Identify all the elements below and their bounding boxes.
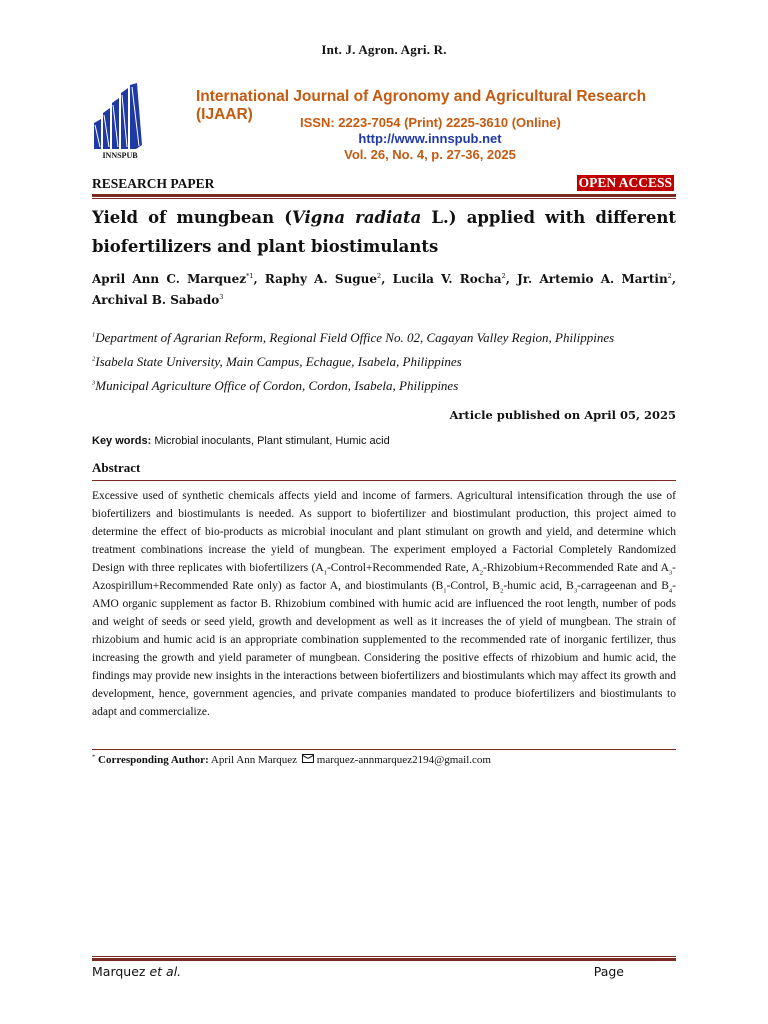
abstract-body: Excessive used of synthetic chemicals affects yield and income of farmers. Agricultural intensification through the use of biofertilizers and biostimulants is needed. As support to biofertilizer and biostimulant production, this project aimed to determine the effect of bio-products as microbial inoculant and plant stimulant on growth and yield, and determine which treatment combinations increase the yield of mungbean. The experiment employed a Factorial Completely Randomized Design with three replicates with biofertilizers ($A_1-Control+Recommended$ Rate, $A_2-Rhizobium+Recommended$ Rate and $A_3-Azospirillum+Recommended$ Rate only) as factor A, and biostimulants ($B_1$-Control, $B_2$-humic acid, $B_3$-carrageenan and $B_4$-AMO organic supplement as factor B. Rhizobium combined with humic acid are influenced the root length, number of pods and weight of seeds or seed yield, growth and development as well as it increases the of yield of mungbean. The strain of rhizobium and humic acid is an appropriate combination supplemented to the recommended rate of inorganic fertilizer, thus increasing the growth and yield parameter of mungbean. Considering the positive effects of rhizobium and humic acid, the findings may provide new insights in the interactions between biofertilizers and biostimulants which may affect its growth and development, hence, government agencies, and private companies mandated to produce biofertilizers and biostimulants to adapt and commercialize. bbox=[92, 490, 676, 718]
open-access-badge: OPEN ACCESS bbox=[578, 175, 672, 190]
header-rule bbox=[92, 194, 676, 197]
title-part-1: Yield of mungbean ( bbox=[92, 208, 293, 227]
issn: ISSN: 2223-7054 (Print) 2225-3610 (Online) bbox=[300, 115, 561, 130]
keywords-text: Microbial inoculants, Plant stimulant, Humic acid bbox=[154, 435, 390, 447]
paper-type-row bbox=[92, 176, 676, 194]
keywords bbox=[92, 435, 676, 447]
corresponding-author: * Corresponding Author: April Ann Marquez marquez-annmarquez2194@gmail.com bbox=[92, 753, 491, 766]
innspub-logo-text: INNSPUB bbox=[102, 151, 138, 160]
footer-rule bbox=[92, 958, 676, 961]
footer-rule-thin bbox=[92, 956, 676, 957]
footer-page: Page bbox=[593, 964, 624, 979]
journal-url[interactable]: http://www.innspub.net bbox=[358, 131, 502, 146]
affiliation-3: $^3$Municipal Agriculture Office of Cordon, Cordon, Isabela, Philippines bbox=[92, 378, 459, 393]
author-name: April Ann C. Marquez bbox=[92, 272, 247, 286]
author-name: Archival B. Sabado bbox=[92, 293, 220, 307]
author-mark: 2 bbox=[667, 272, 672, 280]
journal-title: International Journal of Agronomy and Agricultural Research (IJAAR) bbox=[196, 88, 647, 123]
title-part-2: L.) applied with different biofertilizers and plant biostimulants bbox=[92, 208, 676, 256]
journal-short-title: Int. J. Agron. Agri. R. bbox=[321, 42, 447, 57]
innspub-logo-icon bbox=[92, 83, 152, 161]
corresponding-name: April Ann Marquez bbox=[210, 754, 298, 766]
author-mark: 2 bbox=[501, 272, 506, 280]
author-mark: *1 bbox=[246, 272, 254, 280]
innspub-logo bbox=[92, 83, 152, 161]
volume-info: Vol. 26, No. 4, p. 27-36, 2025 bbox=[344, 147, 516, 162]
abstract-heading: Abstract bbox=[92, 460, 141, 475]
abstract-bottom-rule bbox=[92, 749, 676, 750]
journal-info bbox=[300, 115, 560, 163]
author-name: Raphy A. Sugue bbox=[264, 272, 378, 286]
author-list: April Ann C. Marquez$^{*1}$, Raphy A. Sugue$^2$, Lucila V. Rocha$^2$, Jr. Artemio A. Martin$^2$, Archival B. Sabado$^3$ bbox=[92, 272, 676, 307]
mail-icon bbox=[302, 754, 314, 763]
corresponding-email[interactable]: marquez-annmarquez2194@gmail.com bbox=[316, 754, 491, 766]
corresponding-label: Corresponding Author: bbox=[98, 754, 209, 766]
abstract-top-rule bbox=[92, 480, 676, 481]
affiliation-2: $^2$Isabela State University, Main Campus, Echague, Isabela, Philippines bbox=[92, 354, 462, 369]
author-mark: 3 bbox=[219, 293, 224, 301]
paper-title bbox=[92, 203, 676, 261]
author-name: Lucila V. Rocha bbox=[392, 272, 502, 286]
publication-date: Article published on April 05, 2025 bbox=[449, 408, 676, 422]
paper-type: RESEARCH PAPER bbox=[92, 176, 215, 191]
author-mark: 2 bbox=[377, 272, 382, 280]
author-name: Jr. Artemio A. Martin bbox=[517, 272, 668, 286]
title-species: Vigna radiata bbox=[292, 208, 422, 227]
footer-author: Marquez et al. bbox=[92, 964, 182, 979]
header-rule-thin bbox=[92, 198, 676, 199]
keywords-label: Key words: bbox=[92, 435, 152, 447]
affiliation-1: $^1$Department of Agrarian Reform, Regional Field Office No. 02, Cagayan Valley Region, Philippines bbox=[92, 330, 615, 345]
